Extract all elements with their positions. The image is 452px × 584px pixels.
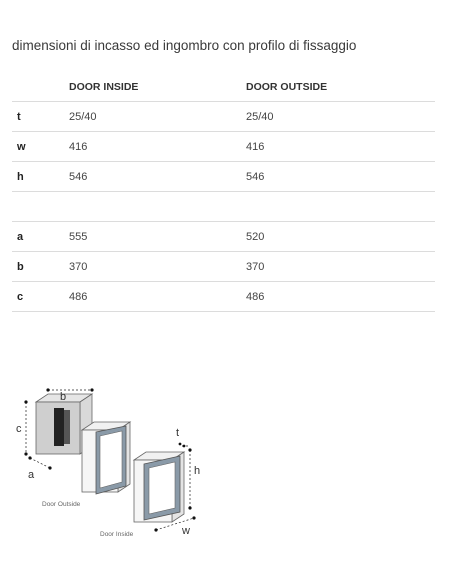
table-row bbox=[12, 162, 435, 192]
door-outside-value: 546 bbox=[246, 162, 435, 192]
dim-label-w: w bbox=[182, 525, 190, 537]
table-row bbox=[12, 102, 435, 132]
dim-label-b: b bbox=[60, 391, 67, 403]
door-inside-unit bbox=[134, 452, 184, 522]
door-inside-value: 25/40 bbox=[69, 102, 246, 132]
header-door-inside: DOOR INSIDE bbox=[69, 72, 246, 102]
dim-label-h: h bbox=[194, 465, 201, 477]
door-outside-value: 25/40 bbox=[246, 102, 435, 132]
door-inside-value: 555 bbox=[69, 222, 246, 252]
door-outside-unit bbox=[82, 422, 130, 494]
door-outside-value: 520 bbox=[246, 222, 435, 252]
header-label-column bbox=[12, 72, 69, 102]
dim-label-a: a bbox=[28, 469, 35, 481]
table-row-spacer bbox=[12, 192, 435, 222]
door-inside-value: 546 bbox=[69, 162, 246, 192]
dim-label-t: t bbox=[176, 427, 180, 439]
row-label: b bbox=[12, 252, 69, 282]
installation-diagram bbox=[10, 386, 220, 546]
caption-door-inside: Door Inside bbox=[100, 531, 134, 538]
table-row bbox=[12, 282, 435, 312]
caption-door-outside: Door Outside bbox=[42, 501, 81, 508]
row-label: w bbox=[12, 132, 69, 162]
table-row bbox=[12, 132, 435, 162]
table-row bbox=[12, 222, 435, 252]
table-row bbox=[12, 252, 435, 282]
page-heading: dimensioni di incasso ed ingombro con profilo di fissaggio bbox=[12, 38, 357, 53]
row-label: c bbox=[12, 282, 69, 312]
door-inside-value bbox=[69, 192, 246, 222]
door-inside-value: 416 bbox=[69, 132, 246, 162]
door-inside-value: 486 bbox=[69, 282, 246, 312]
door-outside-value: 486 bbox=[246, 282, 435, 312]
row-label: t bbox=[12, 102, 69, 132]
door-outside-value bbox=[246, 192, 435, 222]
dimensions-table bbox=[12, 72, 435, 312]
row-label: h bbox=[12, 162, 69, 192]
door-outside-value: 416 bbox=[246, 132, 435, 162]
door-inside-value: 370 bbox=[69, 252, 246, 282]
table-header-row bbox=[12, 72, 435, 102]
dim-label-c: c bbox=[16, 423, 22, 435]
row-label bbox=[12, 192, 69, 222]
row-label: a bbox=[12, 222, 69, 252]
door-outside-value: 370 bbox=[246, 252, 435, 282]
header-door-outside: DOOR OUTSIDE bbox=[246, 72, 435, 102]
